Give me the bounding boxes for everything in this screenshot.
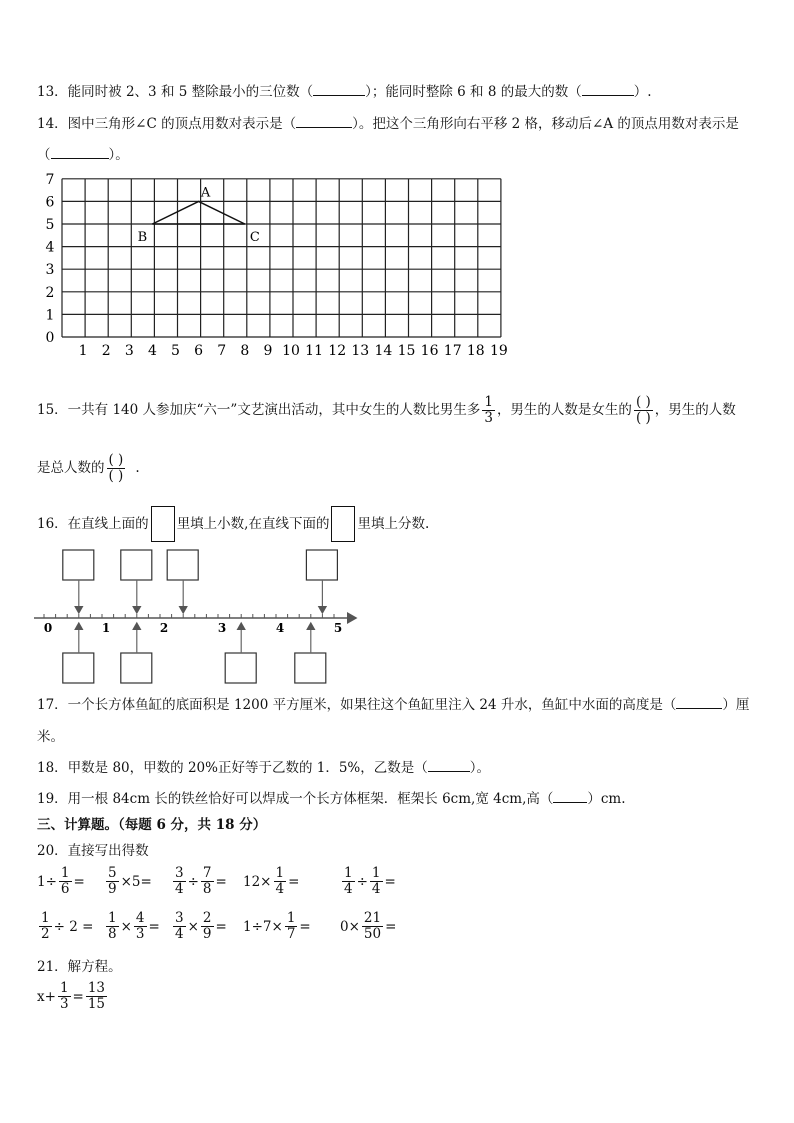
q13-text-c: ）.: [633, 84, 652, 100]
grid-x-tick-label: 1: [78, 343, 88, 359]
grid-x-tick-label: 8: [240, 343, 250, 359]
grid-x-tick-label: 6: [194, 343, 204, 359]
q20-row1-item-2[interactable]: $\frac{5}{9}$ ×5=: [108, 865, 152, 897]
grid-y-tick-label: 3: [45, 262, 55, 279]
grid-x-tick-label: 15: [397, 343, 416, 359]
number-line-boxes: [63, 550, 338, 683]
fraction: $\frac{21}{50}$: [363, 910, 382, 942]
grid-x-tick-label: 5: [171, 343, 180, 359]
fraction: $\frac{1}{4}$: [344, 865, 353, 897]
q15-fraction-1-3: $\frac{1}{3}$: [484, 393, 493, 426]
section-3-heading: 三、计算题。（每题 6 分，共 18 分）: [37, 817, 267, 833]
q15-line1: [37, 390, 736, 430]
grid-x-tick-label: 13: [351, 343, 370, 359]
grid-x-tick-label: 11: [305, 343, 324, 359]
point-label-c: C: [249, 230, 260, 245]
point-label-a: A: [200, 185, 211, 201]
decimal-answer-box: [167, 550, 198, 580]
q20-row2-item-2[interactable]: $\frac{1}{8}$ × $\frac{4}{3}$ =: [108, 910, 160, 942]
number-line-label: 5: [333, 621, 343, 635]
q21-title: 21．解方程。: [37, 959, 122, 975]
fraction: $\frac{1}{4}$: [275, 865, 285, 897]
q14-text-d: ）。: [108, 147, 129, 163]
q15-fraction-blank-1[interactable]: $\frac{( )}{( )}$: [635, 393, 651, 426]
coordinate-grid: [40, 170, 510, 360]
q14-blank-2[interactable]: [51, 145, 109, 159]
fraction: $\frac{1}{8}$: [108, 910, 117, 942]
q15-text-b: ，男生的人数是女生的: [496, 402, 632, 418]
grid-x-tick-label: 17: [443, 343, 462, 359]
q15-text-e: .: [135, 460, 140, 476]
q17-text-c: 米。: [37, 729, 64, 745]
point-label-b: B: [137, 230, 148, 245]
fraction: $\frac{7}{8}$: [202, 865, 212, 897]
triangle-edges: [152, 201, 244, 224]
q20-title: 20．直接写出得数: [37, 843, 149, 859]
fraction-answer-box: [295, 653, 326, 683]
number-line-label: 4: [275, 621, 285, 635]
grid-x-tick-label: 3: [124, 343, 134, 359]
q17-text-b: ）厘: [722, 697, 750, 713]
q19-text-b: ）cm.: [587, 791, 626, 807]
q20-row2-item-3[interactable]: $\frac{3}{4}$ × $\frac{2}{9}$ =: [175, 910, 227, 942]
grid-x-tick-label: 12: [328, 343, 347, 359]
number-line-label: 1: [101, 621, 111, 635]
q18-blank[interactable]: [428, 758, 470, 772]
q14-blank-1[interactable]: [296, 114, 352, 128]
fraction: $\frac{3}{4}$: [175, 910, 184, 942]
q17-text-a: 17．一个长方体鱼缸的底面积是 1200 平方厘米，如果往这个鱼缸里注入 24 升水，鱼缸中水面的高度是（: [37, 697, 677, 713]
grid-x-tick-label: 19: [489, 343, 508, 359]
q19-blank[interactable]: [553, 789, 587, 803]
decimal-answer-box: [63, 550, 94, 580]
grid-x-tick-label: 18: [466, 343, 485, 359]
q20-row2-item-1[interactable]: $\frac{1}{2}$ ÷ 2 =: [41, 910, 94, 942]
q15-fraction-blank-2[interactable]: $\frac{( )}{( )}$: [108, 451, 124, 484]
q20-row1-item-3[interactable]: $\frac{3}{4}$ ÷ $\frac{7}{8}$ =: [175, 865, 227, 897]
fraction: $\frac{5}{9}$: [108, 865, 117, 897]
q21-equation[interactable]: x+ $\frac{1}{3}$ = $\frac{13}{15}$: [37, 980, 106, 1012]
number-line-labels: [44, 621, 342, 635]
fraction: $\frac{4}{3}$: [135, 910, 145, 942]
number-line-label: 2: [159, 621, 169, 635]
q14-line2: [37, 145, 129, 165]
number-line-label: 3: [217, 621, 227, 635]
q18-text-a: 18．甲数是 80，甲数的 20%正好等于乙数的 1．5%，乙数是（: [37, 760, 428, 776]
q20-row1-item-5[interactable]: $\frac{1}{4}$ ÷ $\frac{1}{4}$ =: [344, 865, 396, 897]
q16-sample-box-2: [331, 506, 355, 542]
fraction-answer-box: [121, 653, 152, 683]
number-line-label: 0: [43, 621, 53, 635]
grid-x-tick-label: 2: [101, 343, 111, 359]
fraction-answer-box: [63, 653, 94, 683]
grid-x-tick-label: 14: [374, 343, 393, 359]
grid-lines: [62, 179, 501, 337]
grid-y-tick-label: 2: [45, 284, 55, 301]
fraction: $\frac{1}{7}$: [286, 910, 296, 942]
grid-y-ticks: [46, 172, 55, 346]
fraction: $\frac{3}{4}$: [175, 865, 184, 897]
q16-sample-box-1: [151, 506, 175, 542]
fraction: $\frac{1}{4}$: [371, 865, 381, 897]
grid-x-tick-label: 16: [420, 343, 439, 359]
fraction-answer-box: [225, 653, 256, 683]
q16-text-a: 16．在直线上面的: [37, 516, 149, 532]
q19-line: [37, 789, 626, 809]
q14-text-a: 14．图中三角形∠C 的顶点用数对表示是（: [37, 116, 297, 132]
grid-x-tick-label: 10: [282, 343, 300, 359]
q16-line: [37, 506, 429, 542]
grid-y-tick-label: 1: [45, 307, 55, 324]
q20-row1-item-1[interactable]: 1÷ $\frac{1}{6}$ =: [37, 865, 85, 897]
q13-text-b: ）；能同时整除 6 和 8 的最大的数（: [365, 84, 582, 100]
q14-text-c: （: [37, 147, 51, 163]
q16-text-c: 里填上分数.: [357, 516, 430, 532]
q18-line: [37, 758, 490, 778]
grid-y-tick-label: 5: [45, 217, 55, 233]
q17-line1: [37, 695, 749, 715]
q20-row1-item-4[interactable]: 12× $\frac{1}{4}$ =: [243, 865, 300, 897]
grid-y-tick-label: 0: [45, 330, 55, 346]
decimal-answer-box: [121, 550, 152, 580]
fraction: $\frac{2}{9}$: [202, 910, 212, 942]
q14-text-b: ）。把这个三角形向右平移 2 格，移动后∠A 的顶点用数对表示是: [352, 116, 739, 132]
q20-row2-item-5[interactable]: 0× $\frac{21}{50}$ =: [340, 910, 397, 942]
q20-row2-item-4[interactable]: 1÷7× $\frac{1}{7}$ =: [243, 910, 311, 942]
q13-text-a: 13．能同时被 2、3 和 5 整除最小的三位数（: [37, 84, 314, 100]
q13-blank-2[interactable]: [582, 82, 634, 96]
q16-text-b: 里填上小数,在直线下面的: [176, 516, 330, 532]
q18-text-b: ）。: [469, 760, 490, 776]
grid-x-ticks: [79, 343, 508, 359]
fraction: $\frac{1}{2}$: [41, 910, 50, 942]
fraction: $\frac{1}{6}$: [60, 865, 70, 897]
q14-line1: [37, 114, 739, 134]
grid-x-tick-label: 4: [147, 343, 157, 359]
q17-blank[interactable]: [676, 695, 722, 709]
q15-text-d: 是总人数的: [37, 460, 105, 476]
q17-line2: [37, 727, 64, 747]
grid-x-tick-label: 7: [217, 343, 227, 359]
grid-x-tick-label: 9: [263, 343, 273, 359]
q15-line2: [37, 448, 140, 488]
triangle-abc: [138, 185, 260, 245]
grid-y-tick-label: 6: [45, 194, 55, 211]
q15-text-a: 15．一共有 140 人参加庆“六一”文艺演出活动，其中女生的人数比男生多: [37, 402, 481, 418]
number-line-axis: [34, 614, 356, 618]
q19-text-a: 19．用一根 84cm 长的铁丝恰好可以焊成一个长方体框架．框架长 6cm,宽 4cm,高（: [37, 791, 554, 807]
grid-y-tick-label: 4: [45, 239, 55, 256]
number-line: [30, 545, 370, 690]
q15-text-c: ，男生的人数: [654, 402, 736, 418]
grid-y-tick-label: 7: [45, 171, 55, 188]
q13-blank-1[interactable]: [313, 82, 365, 96]
q13-line: [37, 82, 652, 102]
decimal-answer-box: [306, 550, 337, 580]
